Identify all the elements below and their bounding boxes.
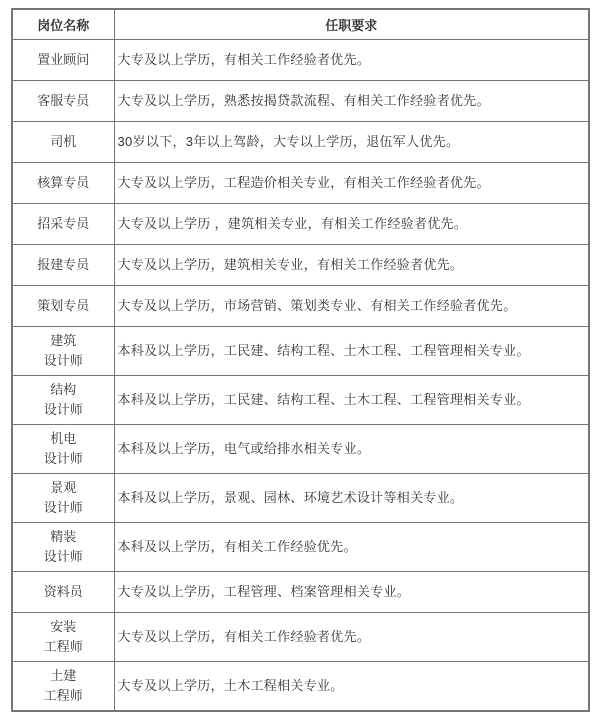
- position-cell: 核算专员: [12, 162, 114, 203]
- table-row: [12, 375, 589, 424]
- table-row: [12, 571, 589, 612]
- header-row: [12, 9, 589, 39]
- requirement-cell: 大专及以上学历，有相关工作经验者优先。: [114, 39, 589, 80]
- table-row: [12, 424, 589, 473]
- table-row: [12, 326, 589, 375]
- requirement-cell: 大专及以上学历，建筑相关专业，有相关工作经验者优先。: [114, 244, 589, 285]
- table-row: [12, 203, 589, 244]
- position-cell: 置业顾问: [12, 39, 114, 80]
- position-cell: 客服专员: [12, 80, 114, 121]
- requirement-cell: 本科及以上学历，景观、园林、环境艺术设计等相关专业。: [114, 473, 589, 522]
- header-position: 岗位名称: [12, 9, 114, 39]
- requirement-cell: 30岁以下，3年以上驾龄，大专以上学历，退伍军人优先。: [114, 121, 589, 162]
- position-cell: 景观 设计师: [12, 473, 114, 522]
- position-cell: 安装 工程师: [12, 612, 114, 661]
- header-requirement: 任职要求: [114, 9, 589, 39]
- table-row: [12, 80, 589, 121]
- position-cell: 机电 设计师: [12, 424, 114, 473]
- requirement-cell: 大专及以上学历，市场营销、策划类专业、有相关工作经验者优先。: [114, 285, 589, 326]
- table-row: [12, 39, 589, 80]
- position-cell: 策划专员: [12, 285, 114, 326]
- table-row: [12, 285, 589, 326]
- requirement-cell: 本科及以上学历，工民建、结构工程、土木工程、工程管理相关专业。: [114, 375, 589, 424]
- table-row: [12, 612, 589, 661]
- requirement-cell: 本科及以上学历，工民建、结构工程、土木工程、工程管理相关专业。: [114, 326, 589, 375]
- position-cell: 招采专员: [12, 203, 114, 244]
- requirement-cell: 大专及以上学历，土木工程相关专业。: [114, 661, 589, 711]
- table-row: [12, 121, 589, 162]
- requirement-cell: 大专及以上学历 ，建筑相关专业，有相关工作经验者优先。: [114, 203, 589, 244]
- table-row: [12, 244, 589, 285]
- requirement-cell: 大专及以上学历，工程造价相关专业，有相关工作经验者优先。: [114, 162, 589, 203]
- position-cell: 结构 设计师: [12, 375, 114, 424]
- requirement-cell: 大专及以上学历，工程管理、档案管理相关专业。: [114, 571, 589, 612]
- position-cell: 报建专员: [12, 244, 114, 285]
- position-cell: 资料员: [12, 571, 114, 612]
- position-cell: 精装 设计师: [12, 522, 114, 571]
- job-requirements-table: [11, 8, 590, 712]
- requirement-cell: 本科及以上学历，电气或给排水相关专业。: [114, 424, 589, 473]
- table-row: [12, 473, 589, 522]
- position-cell: 土建 工程师: [12, 661, 114, 711]
- position-cell: 建筑 设计师: [12, 326, 114, 375]
- table-row: [12, 661, 589, 711]
- requirement-cell: 大专及以上学历，熟悉按揭贷款流程、有相关工作经验者优先。: [114, 80, 589, 121]
- table-row: [12, 522, 589, 571]
- requirement-cell: 大专及以上学历，有相关工作经验者优先。: [114, 612, 589, 661]
- table-body: [12, 39, 589, 711]
- table-row: [12, 162, 589, 203]
- requirement-cell: 本科及以上学历，有相关工作经验优先。: [114, 522, 589, 571]
- position-cell: 司机: [12, 121, 114, 162]
